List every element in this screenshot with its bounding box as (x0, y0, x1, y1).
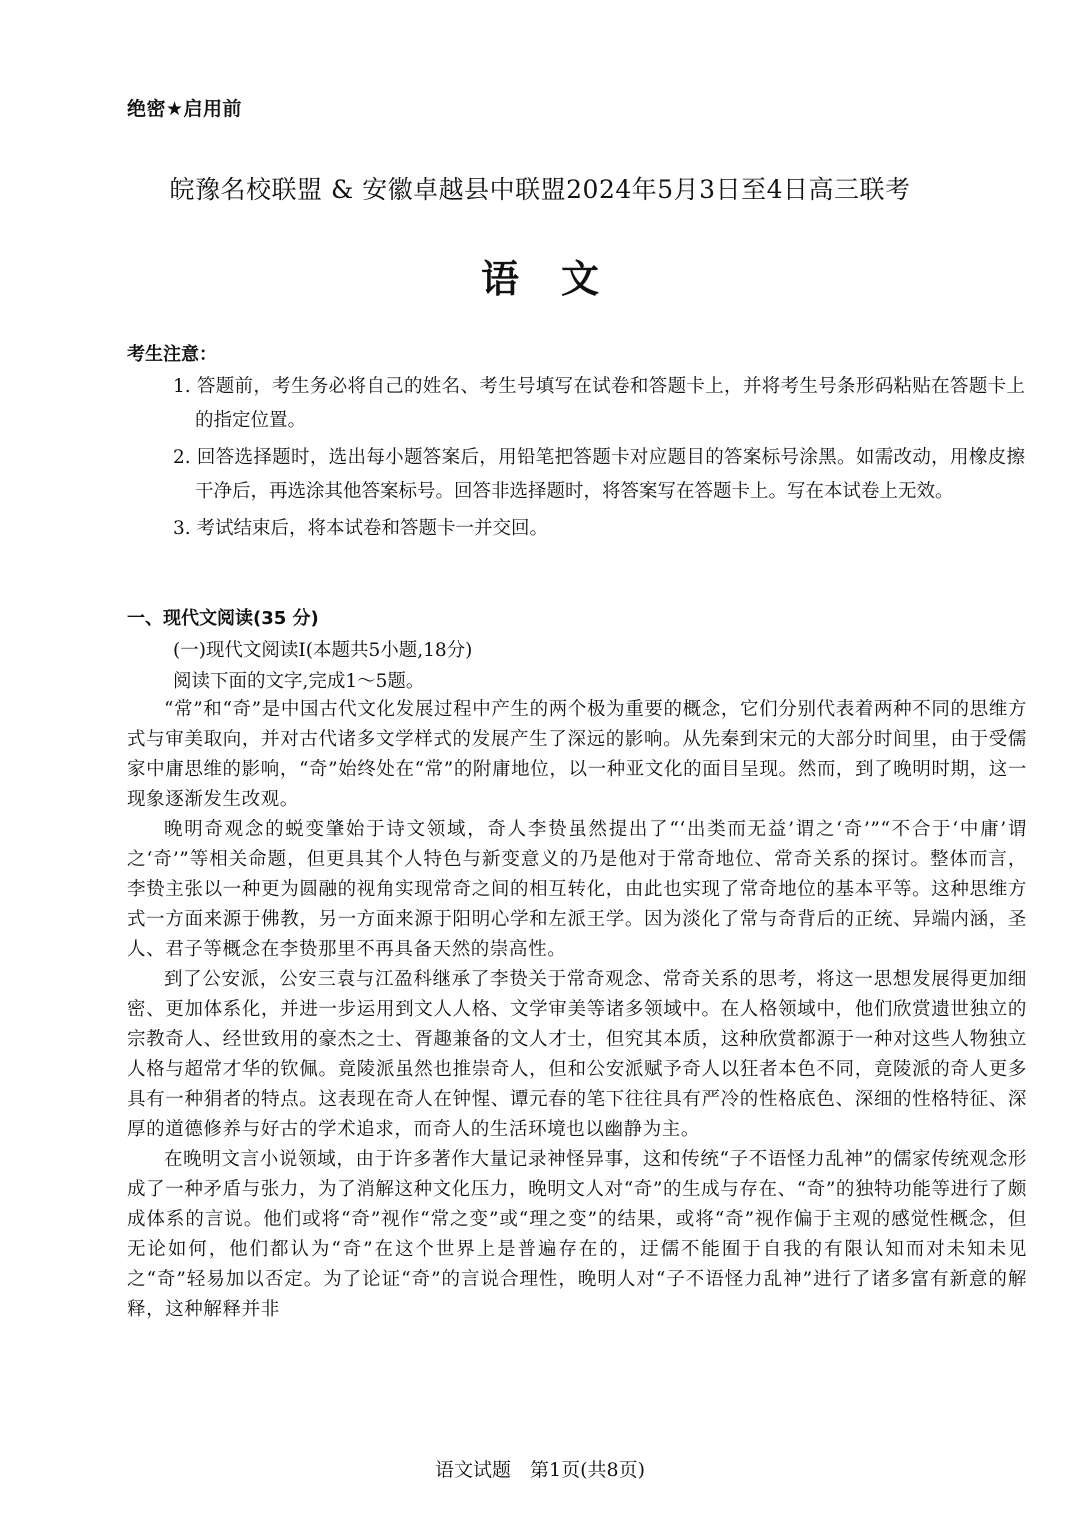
subsection-heading: (一)现代文阅读Ⅰ(本题共5小题,18分) (173, 640, 473, 661)
section-heading: 一、现代文阅读(35 分) (127, 608, 319, 629)
page-footer: 语文试题 第1页(共8页) (434, 1459, 645, 1481)
confidential-label: 绝密★启用前 (127, 98, 243, 120)
notice-list (173, 370, 1025, 549)
passage-paragraph: 到了公安派，公安三袁与江盈科继承了李贽关于常奇观念、常奇关系的思考，将这一思想发展得更加细密、更加体系化，并进一步运用到文人人格、文学审美等诸多领域中。在人格领域中，他们欣赏遗世独立的宗教奇人、经世致用的豪杰之士、胥趣兼备的文人才士，但究其本质，这种欣赏都源于一种对这些人物独立人格与超常才华的钦佩。竟陵派虽然也推崇奇人，但和公安派赋予奇人以狂者本色不同，竟陵派的奇人更多具有一种狷者的特点。这表现在奇人在钟惺、谭元春的笔下往往具有严冷的性格底色、深细的性格特征、深厚的道德修养与好古的学术追求，而奇人的生活环境也以幽静为主。 (127, 969, 1027, 1140)
reading-instruction: 阅读下面的文字,完成1～5题。 (173, 671, 425, 692)
passage-paragraph: “常”和“奇”是中国古代文化发展过程中产生的两个极为重要的概念，它们分别代表着两种不同的思维方式与审美取向，并对古代诸多文学样式的发展产生了深远的影响。从先秦到宋元的大部分时间里，由于受儒家中庸思维的影响，“奇”始终处在“常”的附庸地位，以一种亚文化的面目呈现。然而，到了晚明时期，这一现象逐渐发生改观。 (127, 699, 1027, 810)
exam-title: 皖豫名校联盟 & 安徽卓越县中联盟2024年5月3日至4日高三联考 (169, 175, 911, 204)
passage-paragraph: 晚明奇观念的蜕变肇始于诗文领域，奇人李贽虽然提出了“‘出类而无益’谓之‘奇’”“不合于‘中庸’谓之‘奇’”等相关命题，但更具其个人特色与新变意义的乃是他对于常奇地位、常奇关系的探讨。整体而言，李贽主张以一种更为圆融的视角实现常奇之间的相互转化，由此也实现了常奇地位的基本平等。这种思维方式一方面来源于佛教，另一方面来源于阳明心学和左派王学。因为淡化了常与奇背后的正统、异端内涵，圣人、君子等概念在李贽那里不再具备天然的崇高性。 (127, 819, 1027, 960)
notice-item: 1. 答题前，考生务必将自己的姓名、考生号填写在试卷和答题卡上，并将考生号条形码粘贴在答题卡上的指定位置。 (173, 376, 1025, 431)
notice-item: 3. 考试结束后，将本试卷和答题卡一并交回。 (173, 518, 549, 539)
passage-paragraph: 在晚明文言小说领域，由于许多著作大量记录神怪异事，这和传统“子不语怪力乱神”的儒家传统观念形成了一种矛盾与张力，为了消解这种文化压力，晚明文人对“奇”的生成与存在、“奇”的独特功能等进行了颇成体系的言说。他们或将“奇”视作“常之变”或“理之变”的结果，或将“奇”视作偏于主观的感觉性概念，但无论如何，他们都认为“奇”在这个世界上是普遍存在的，迂儒不能囿于自我的有限认知而对未知未见之“奇”轻易加以否定。为了论证“奇”的言说合理性，晚明人对“子不语怪力乱神”进行了诸多富有新意的解释，这种解释并非 (127, 1149, 1027, 1320)
subject-title: 语文 (480, 257, 641, 301)
reading-passage (127, 695, 1027, 1325)
notice-heading: 考生注意： (127, 344, 217, 365)
notice-item: 2. 回答选择题时，选出每小题答案后，用铅笔把答题卡对应题目的答案标号涂黑。如需改动，用橡皮擦干净后，再选涂其他答案标号。回答非选择题时，将答案写在答题卡上。写在本试卷上无效。 (173, 447, 1025, 502)
